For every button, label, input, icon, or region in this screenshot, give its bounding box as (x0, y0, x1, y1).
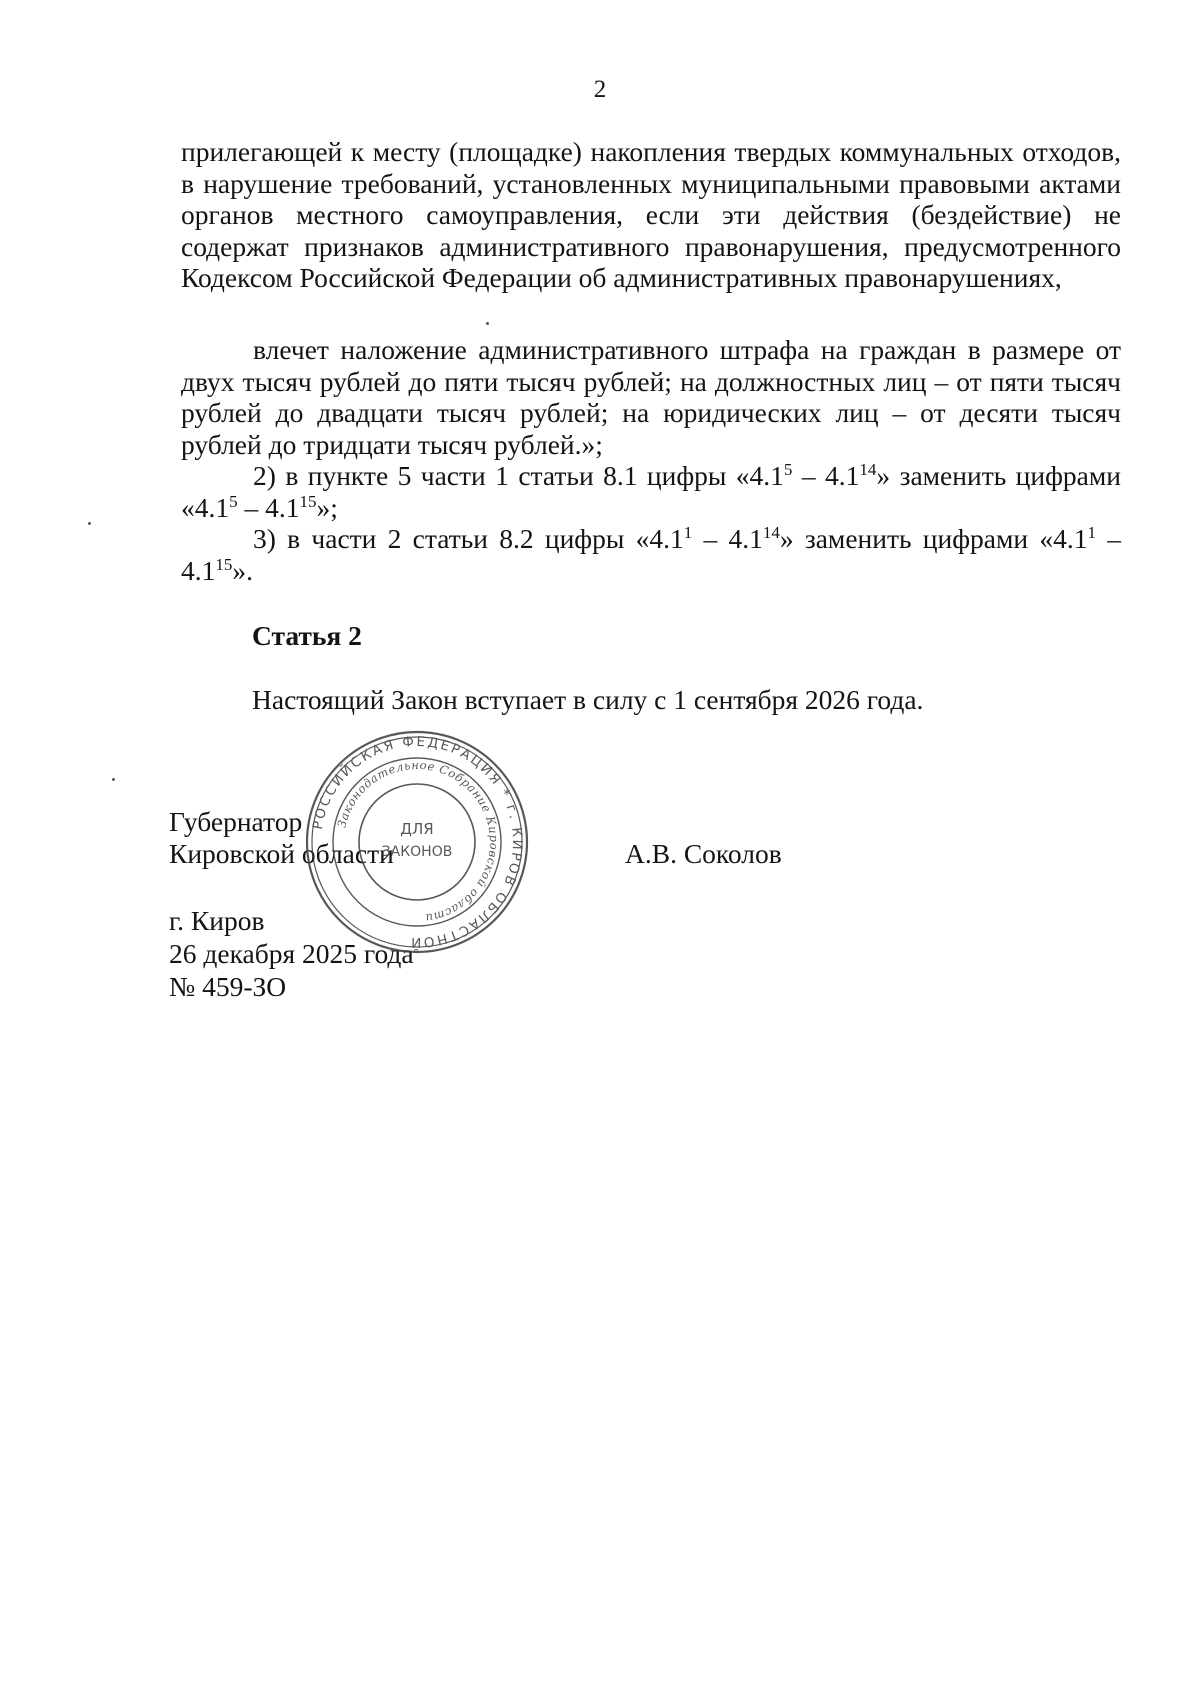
scan-artifact (486, 322, 489, 325)
amendment-item-2 (181, 460, 1121, 523)
footer-number: № 459-ЗО (169, 971, 287, 1002)
official-seal-icon (303, 728, 531, 956)
signatory-title-line-2: Кировской области (169, 838, 394, 869)
scan-artifact (88, 522, 91, 525)
footer-date: 26 декабря 2025 года (169, 938, 414, 969)
seal-inner-ring (359, 784, 475, 900)
amendment-text: 2) в пункте 5 части 1 статьи 8.1 цифры «$4.1^5 - 4.1^{14}$» заменить цифрами «$4.1^5 - 4.1^{15}$»; (181, 460, 1122, 523)
seal-inner-text: Законодательное Собрание Кировской области (334, 757, 502, 926)
amendment-text: 3) в части 2 статьи 8.2 цифры «$4.1^1 - 4.1^{14}$» заменить цифрами «$4.1^1 - 4.1^{15}$». (181, 523, 1122, 586)
signatory-title-line-1: Губернатор (169, 806, 303, 837)
page-number: 2 (593, 76, 607, 103)
seal-outer-text: РОССИЙСКАЯ ФЕДЕРАЦИЯ * г. КИРОВ ОБЛАСТНОЙ (309, 733, 526, 951)
paragraph-text: влечет наложение административного штрафа на граждан в размере от двух тысяч рублей до пяти тысяч рублей; на должностных лиц – от пяти тысяч рублей до двадцати тысяч рублей; на юридических лиц – от десяти тысяч рублей до тридцати тысяч рублей.»; (181, 334, 1121, 460)
footer-city: г. Киров (169, 905, 265, 936)
paragraph-text: прилегающей к месту (площадке) накопления твердых коммунальных отходов, в нарушение требований, установленных муниципальными правовыми актами органов местного самоуправления, если эти действия (бездействие) не содержат признаков административного правонарушения, предусмотренного Кодексом Российской Федерации об административных правонарушениях, (181, 136, 1121, 293)
article-text: Настоящий Закон вступает в силу с 1 сентября 2026 года. (252, 684, 924, 715)
signatory-name: А.В. Соколов (625, 838, 782, 869)
scan-artifact (112, 778, 115, 781)
paragraph-continuation (181, 136, 1121, 294)
article-heading: Статья 2 (252, 620, 362, 651)
seal-center-line-2: ЗАКОНОВ (381, 844, 453, 860)
seal-center-line-1: ДЛЯ (400, 820, 434, 838)
paragraph-penalty (181, 334, 1121, 460)
amendment-item-3 (181, 523, 1121, 586)
